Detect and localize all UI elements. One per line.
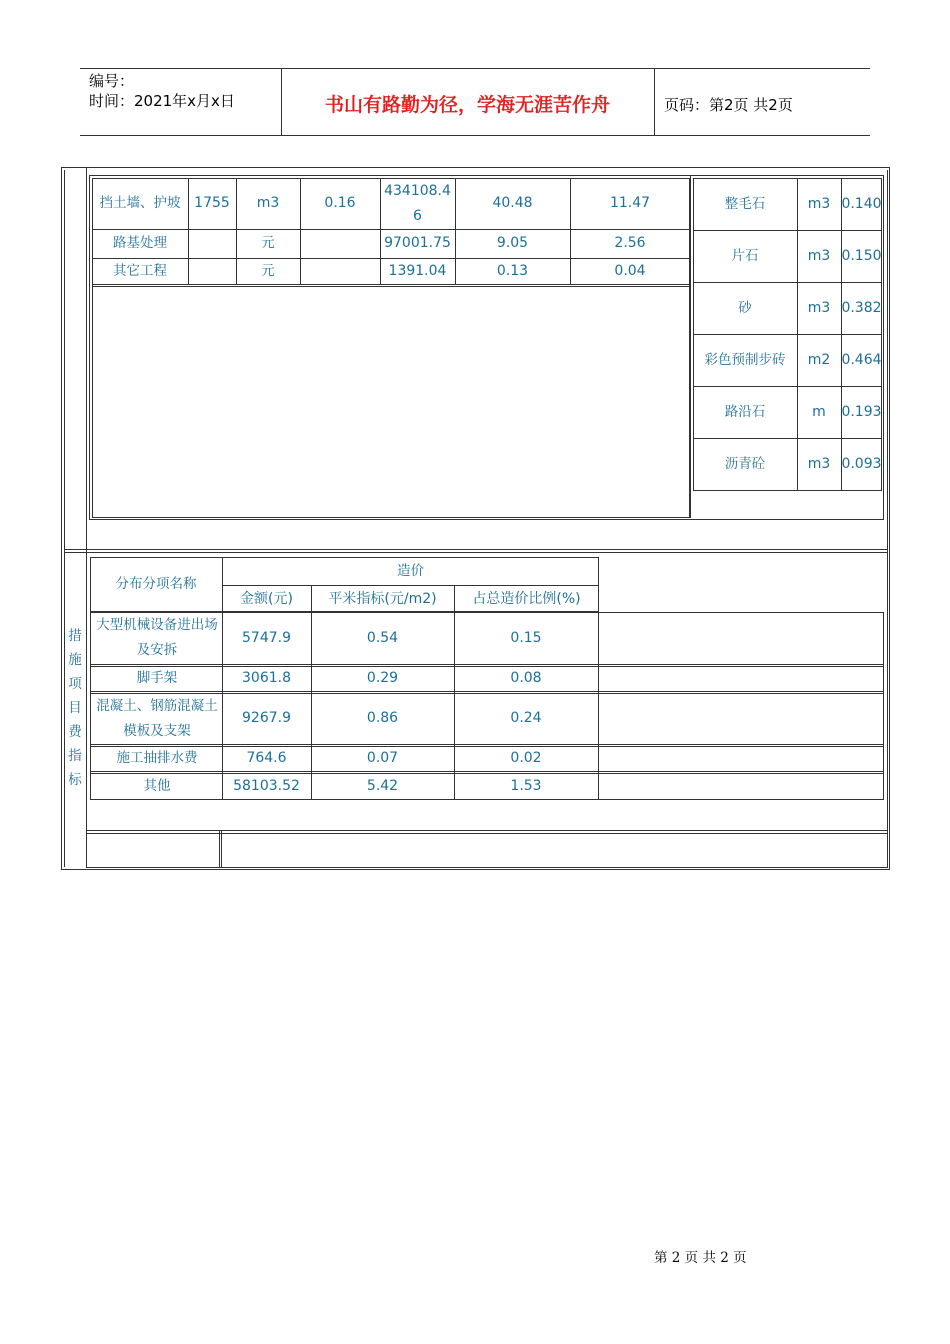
measure-item-ratio: 0.08 [510,670,542,686]
measures-header-amount: 金额(元) [240,590,293,607]
measure-item-amount: 3061.8 [242,670,291,686]
measure-item-amount: 9267.9 [242,710,291,726]
cost-item-per-m2: 9.05 [496,235,529,251]
cost-item-per-m2: 0.13 [496,262,529,279]
header-top-rule [80,68,870,69]
cost-item-unit: 元 [261,262,275,279]
measure-item-amount: 764.6 [246,750,287,766]
measures-row-rule [90,691,884,692]
cost-item-price [300,229,380,258]
measure-item-per-m2: 5.42 [366,778,399,794]
material-value: 0.382 [841,299,882,316]
cost-item-price: 0.16 [324,195,356,211]
cost-item-ratio: 11.47 [609,195,651,211]
measures-header-cost: 造价 [397,562,424,579]
material-value: 0.140 [841,195,882,212]
cost-item-amount: 1391.04 [388,262,447,279]
bottom-row-rule [86,833,888,834]
cost-item-per-m2: 40.48 [492,195,533,211]
material-name: 整毛石 [724,195,766,212]
measure-item-amount: 58103.52 [233,778,300,794]
cost-item-name: 挡土墙、护坡 [99,195,181,211]
measures-side-label: 措施项目费指标 [68,628,82,788]
material-unit: m3 [807,195,831,212]
cost-table-rule [92,286,690,287]
material-value: 0.150 [841,247,882,264]
cost-item-amount: 434108.46 [384,182,451,224]
material-value: 0.093 [841,456,882,472]
footer-page-number: 第 2 页 共 2 页 [654,1250,747,1266]
outer-frame-inner [887,170,888,867]
bottom-rule [86,867,888,868]
measures-header-per-m2: 平米指标(元/m2) [328,590,437,607]
cost-item-price [300,258,380,284]
measures-header-ratio: 占总造价比例(%) [472,590,581,607]
cost-item-qty [188,229,236,258]
materials-divider [690,176,691,518]
cost-item-unit: m3 [256,195,280,211]
measure-item-per-m2: 0.54 [366,629,399,646]
page-info: 页码：第2页 共2页 [664,96,793,114]
cost-item-name: 其它工程 [113,262,167,279]
measure-item-ratio: 0.15 [510,629,542,646]
bottom-row-rule [86,830,888,831]
cost-table-rule [92,284,690,285]
section-divider [64,552,888,553]
measure-item-ratio: 0.24 [510,710,542,726]
material-name: 沥青砼 [724,456,766,472]
bottom-row-divider [219,831,220,868]
cost-item-ratio: 2.56 [614,235,646,251]
cost-item-amount: 97001.75 [384,235,451,251]
measures-row-rule [90,771,884,772]
section-divider [64,549,888,550]
measure-item-per-m2: 0.07 [366,750,399,766]
cost-item-qty: 1755 [194,195,230,211]
serial-label: 编号： [89,72,135,90]
material-unit: m3 [807,299,831,316]
measure-item-name: 其他 [143,778,171,794]
measure-item-ratio: 0.02 [510,750,542,766]
header-bottom-rule [80,135,870,136]
measure-item-per-m2: 0.29 [366,670,399,686]
motto-title: 书山有路勤为径，学海无涯苦作舟 [324,94,610,116]
material-value: 0.464 [841,351,882,368]
material-name: 路沿石 [724,403,766,420]
measures-row-rule [90,744,884,745]
bottom-row-divider [221,831,222,868]
material-unit: m [812,403,826,420]
cost-item-unit: 元 [261,235,275,251]
material-unit: m2 [807,351,831,368]
measure-item-ratio: 1.53 [510,778,542,794]
measures-header-name: 分布分项名称 [115,576,197,592]
measure-item-per-m2: 0.86 [366,710,399,726]
measure-item-name: 脚手架 [136,670,178,686]
measures-row-rule [90,664,884,665]
header-divider [654,68,655,135]
measures-col [598,612,599,800]
material-unit: m3 [807,247,831,264]
measure-item-name: 施工抽排水费 [116,750,198,766]
cost-item-ratio: 0.04 [614,262,646,279]
material-unit: m3 [807,456,831,472]
material-name: 砂 [738,299,752,316]
measure-item-name: 混凝土、钢筋混凝土模板及支架 [96,697,218,739]
measure-item-name: 大型机械设备进出场及安拆 [96,617,218,658]
material-value: 0.193 [841,403,882,420]
measure-item-amount: 5747.9 [242,629,291,646]
material-name: 片石 [731,247,759,264]
cost-item-name: 路基处理 [113,235,167,251]
date-label: 时间：2021年x月x日 [89,92,235,110]
cost-item-qty [188,258,236,284]
left-column-divider [86,168,87,868]
material-name: 彩色预制步砖 [704,351,786,368]
